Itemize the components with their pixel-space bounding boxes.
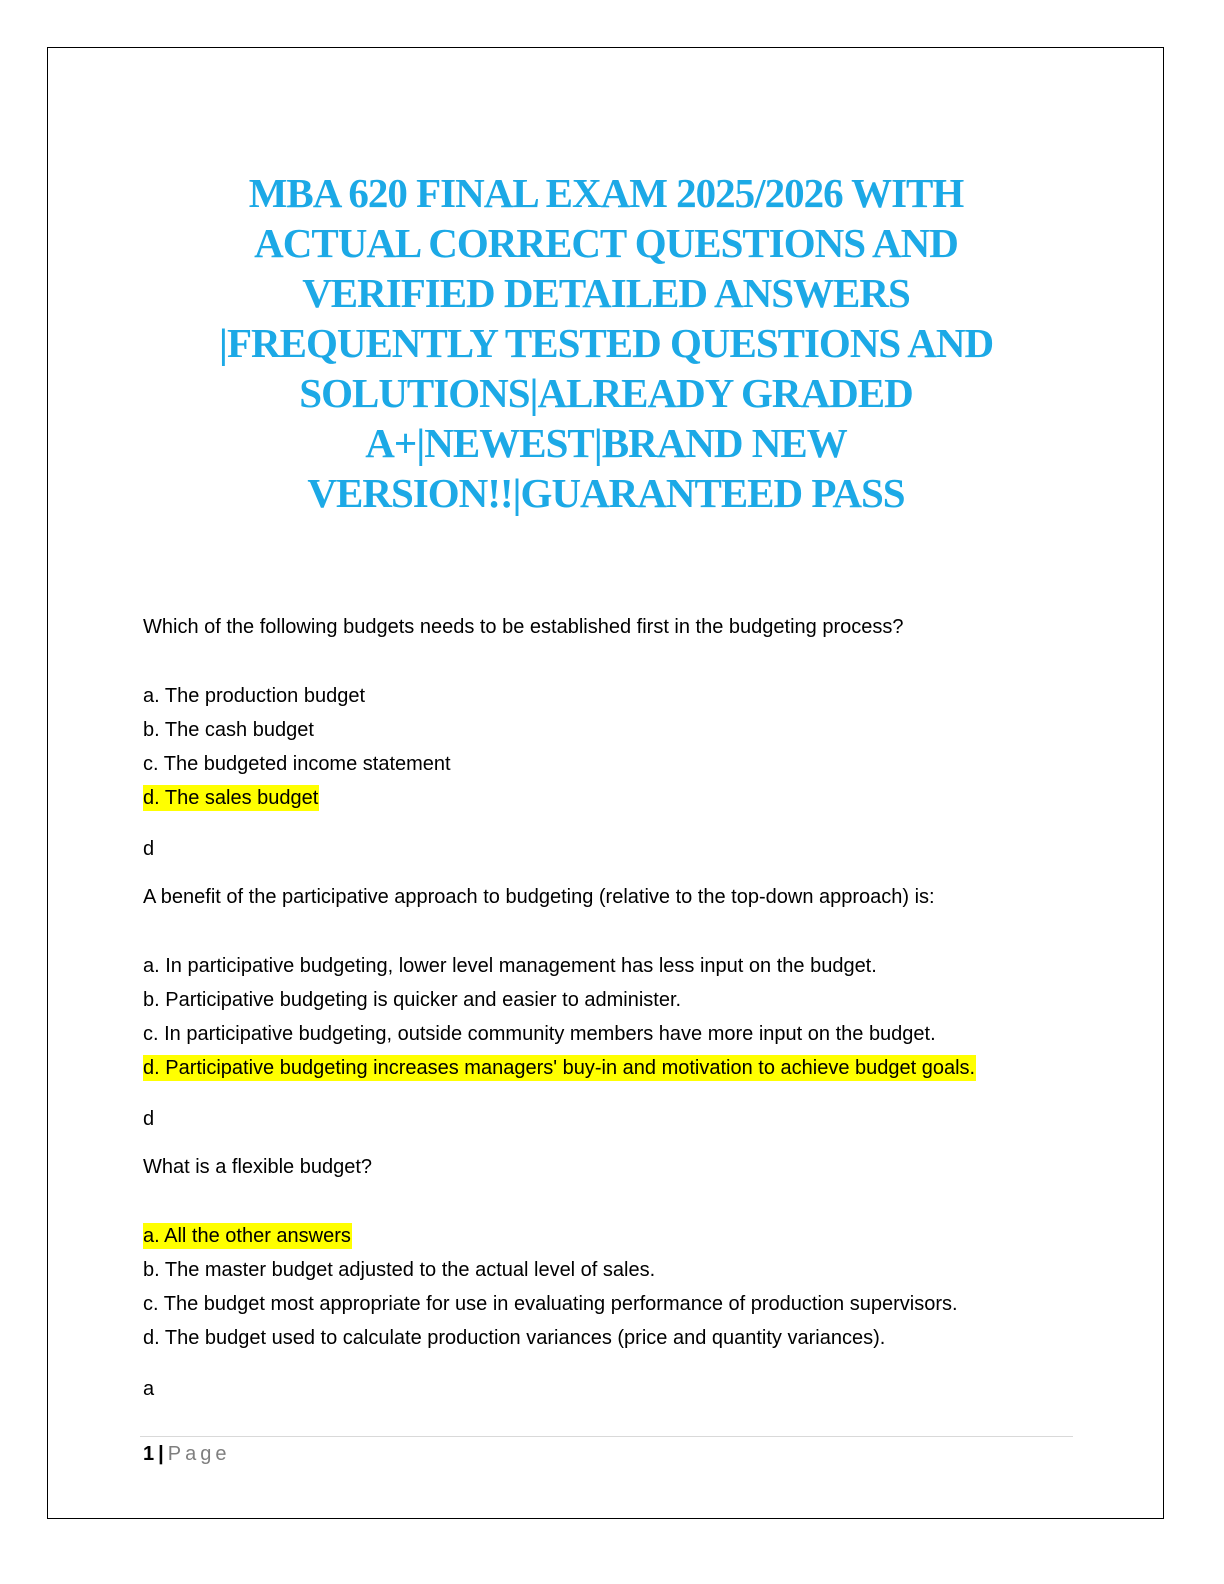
answer-option [143,1321,1073,1355]
answer-options [143,1219,1073,1355]
answer-key: d [143,1108,155,1130]
title-line: VERSION!!|GUARANTEED PASS [307,470,905,516]
option-text: d. Participative budgeting increases managers' buy-in and motivation to achieve budget goals. [143,1057,976,1079]
title-line: |FREQUENTLY TESTED QUESTIONS AND [218,320,994,366]
option-text: c. The budget most appropriate for use in evaluating performance of production supervisors. [143,1293,958,1315]
answer-options [143,679,1073,815]
option-text: b. The master budget adjusted to the actual level of sales. [143,1259,656,1281]
title-line: VERIFIED DETAILED ANSWERS [302,270,910,316]
answer-option [143,1287,1073,1321]
page-label: Page [167,1443,231,1465]
answer-option [143,983,1073,1017]
option-text: c. The budgeted income statement [143,753,451,775]
correct-answer-option [143,781,1073,815]
option-text: a. All the other answers [143,1225,351,1247]
answer-key: d [143,838,155,860]
correct-answer-option [143,1051,1073,1085]
answer-option [143,679,1073,713]
page-number: 1 [143,1443,155,1465]
question-block [143,613,1073,863]
title-line: ACTUAL CORRECT QUESTIONS AND [254,220,958,266]
title-line: SOLUTIONS|ALREADY GRADED [299,370,913,416]
footer-separator: | [158,1443,164,1465]
correct-answer-option [143,1219,1073,1253]
option-text: b. The cash budget [143,719,314,741]
questions-section [143,613,1073,1403]
option-text: a. The production budget [143,685,366,707]
option-text: d. The budget used to calculate production variances (price and quantity variances). [143,1327,886,1349]
question-block [143,1153,1073,1403]
answer-key: a [143,1378,155,1400]
page-footer [143,1440,230,1468]
answer-option [143,1253,1073,1287]
question-text: A benefit of the participative approach to budgeting (relative to the top-down approach) is: [143,886,935,908]
answer-option [143,713,1073,747]
answer-option [143,1017,1073,1051]
answer-options [143,949,1073,1085]
question-text: Which of the following budgets needs to be established first in the budgeting process? [143,616,904,638]
option-text: b. Participative budgeting is quicker and easier to administer. [143,989,682,1011]
answer-option [143,747,1073,781]
title-line: A+|NEWEST|BRAND NEW [365,420,847,466]
title-line: MBA 620 FINAL EXAM 2025/2026 WITH [248,170,964,216]
answer-option [143,949,1073,983]
footer-divider [140,1436,1073,1437]
option-text: c. In participative budgeting, outside community members have more input on the budget. [143,1023,936,1045]
option-text: d. The sales budget [143,787,319,809]
document-title [140,168,1072,518]
question-block [143,883,1073,1133]
question-text: What is a flexible budget? [143,1156,373,1178]
option-text: a. In participative budgeting, lower level management has less input on the budget. [143,955,877,977]
